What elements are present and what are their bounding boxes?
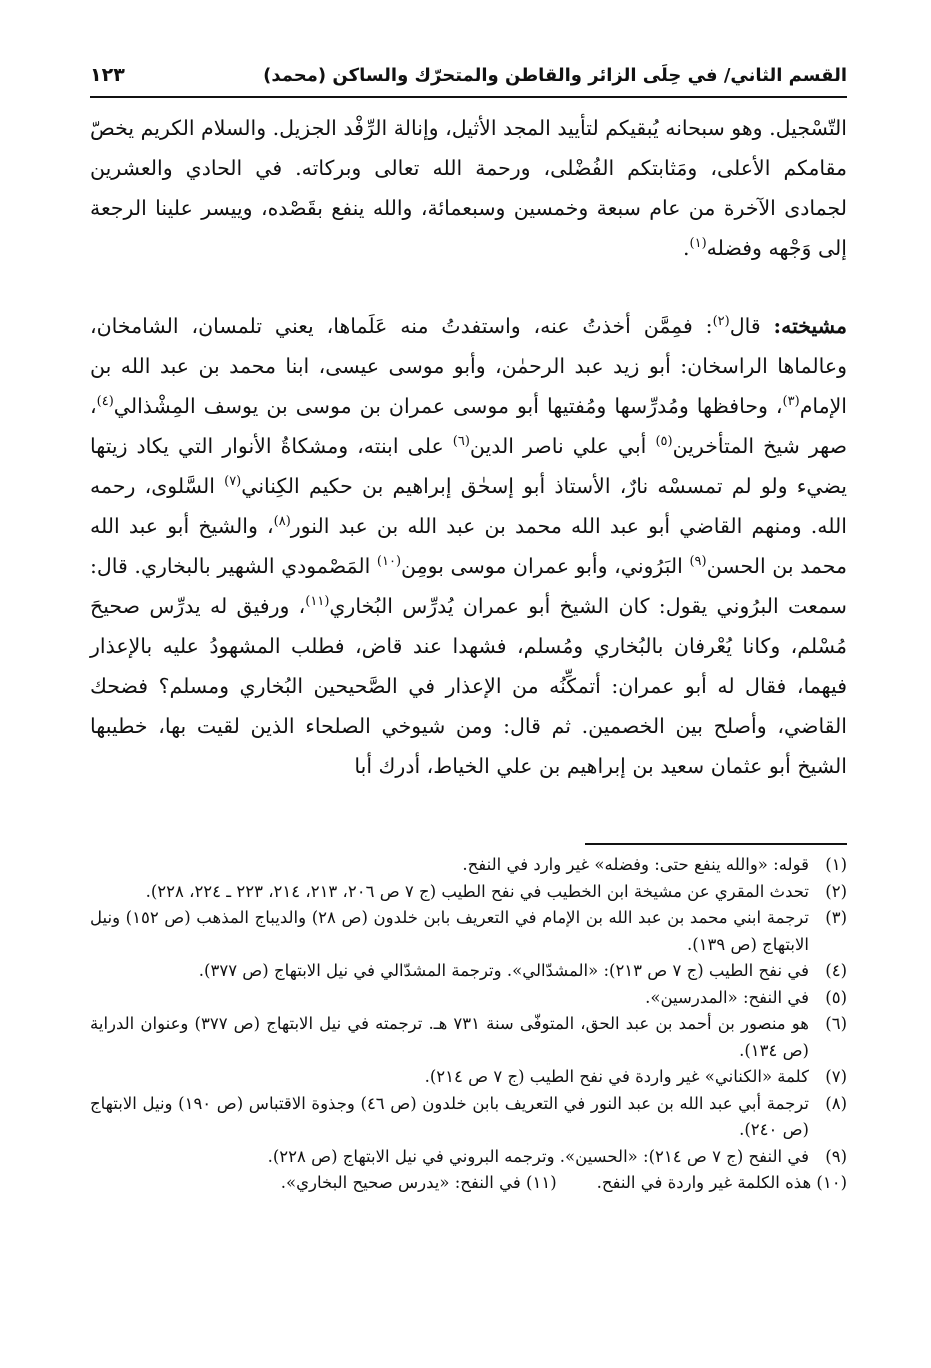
footnote-ref-2[interactable]: (٢) [712, 314, 730, 330]
footnote-8 [90, 1091, 847, 1144]
footnote-text: قوله: «والله ينفع حتى: وفضله» غير وارد في النفح. [462, 855, 809, 874]
footnote-text: في النفح (ج ٧ ص ٢١٤): «الحسين». وترجمه البروني في نيل الابتهاج (ص ٢٢٨). [267, 1146, 809, 1166]
paragraph-text: السَّلوى، رحمه الله. ومنهم القاضي أبو عبد الله محمد بن عبد الله بن عبد النور [90, 474, 847, 538]
running-head-title: القسم الثاني/ في حِلَى الزائر والقاطن والمتحرّك والساكن (محمد) [263, 64, 847, 86]
footnote-rule [585, 843, 847, 845]
footnote-number: (٥) [825, 987, 847, 1007]
footnote-11 [281, 1170, 557, 1197]
footnote-number: (٦) [825, 1014, 847, 1033]
footnote-number: (١٠) [816, 1173, 847, 1192]
footnote-5 [90, 985, 847, 1012]
footnote-ref-10[interactable]: (١٠) [376, 554, 402, 570]
paragraph-text: المَصْمودي الشهير بالبخاري. قال: سمعت البرُوني يقول: كان الشيخ أبو عمران يُدرِّس البُخاري [90, 554, 847, 618]
paragraph-text: ، ورفيق له يدرِّس صحيحَ مُسْلم، وكانا يُعْرفان بالبُخاري ومُسلم، فشهدا عند قاض، فطلب المشهودُ عليه بالإعذار فيهما، فقال له أبو عمران: أتمكِّنُه من الإعذار في الصَّحيحين البُخاري ومسلم؟ فضحك القاضي، وأصلح بين الخصمين. ثم قال: ومن شيوخي الصلحاء الذين لقيت بها، خطيبها الشيخ أبو عثمان سعيد بن إبراهيم بن علي الخياط، أدرك أبا [90, 594, 847, 778]
footnote-text: كلمة «الكناني» غير واردة في نفح الطيب (ج ٧ ص ٢١٤). [424, 1067, 809, 1086]
footnote-text: ترجمة أبي عبد الله بن عبد النور في التعريف بابن خلدون (ص ٤٦) وجذوة الاقتباس (ص ١٩٠) ونيل الابتهاج (ص ٢٤٠). [90, 1093, 809, 1139]
footnote-10 [597, 1170, 847, 1197]
footnote-1 [90, 852, 847, 879]
footnote-text: في النفح: «يدرس صحيح البخاري». [280, 1173, 521, 1192]
footnote-ref-8[interactable]: (٨) [273, 514, 291, 530]
footnote-text: ترجمة ابني محمد بن عبد الله بن الإمام في التعريف بابن خلدون (ص ٢٨) والديباج المذهب (ص ١٥٢) ونيل الابتهاج (ص ١٣٩). [90, 908, 809, 954]
running-head [90, 58, 847, 92]
paragraph-text: قال [729, 314, 774, 338]
footnote-number: (٢) [825, 881, 847, 901]
footnote-3 [90, 905, 847, 958]
footnote-text: في النفح: «المدرسين». [645, 987, 809, 1007]
footnote-ref-4[interactable]: (٤) [96, 394, 114, 410]
paragraph-text: البَرُوني، وأبو عمران موسى بومِن [401, 554, 690, 578]
paragraph-text: ، والشيخ أبو عبد الله محمد بن الحسن [90, 514, 847, 578]
main-text [90, 108, 847, 786]
footnote-text: هو منصور بن أحمد بن عبد الحق، المتوفّى سنة ٧٣١ هـ. ترجمته في نيل الابتهاج (ص ٣٧٧) وعنوان الدراية (ص ١٣٤). [90, 1014, 809, 1060]
paragraph-text: التّسْجيل. وهو سبحانه يُبقيكم لتأييد المجد الأثيل، وإنالة الرِّفْد الجزيل. والسلام الكريم يخصّ مقامكم الأعلى، ومَثابتكم الفُضْلى، ورحمة الله تعالى وبركاته. في الحادي والعشرين لجمادى الآخرة من عام سبعة وخمسين وسبعمائة، والله ينفع بقَصْده، وييسر علينا الرجعة إلى وَجْهه وفضله [90, 116, 847, 260]
footnote-6 [90, 1011, 847, 1064]
footnote-text: في نفح الطيب (ج ٧ ص ٢١٣): «المشدّالي». وترجمة المشدّالي في نيل الابتهاج (ص ٣٧٧). [198, 961, 809, 980]
paragraph-mashyakha [90, 306, 847, 786]
footnotes [90, 852, 847, 1197]
header-rule [90, 96, 847, 98]
footnote-2 [90, 879, 847, 906]
footnote-ref-3[interactable]: (٣) [782, 394, 800, 410]
footnote-text: هذه الكلمة غير واردة في النفح. [596, 1173, 812, 1192]
footnote-ref-11[interactable]: (١١) [305, 594, 330, 610]
footnote-number: (٧) [825, 1067, 847, 1086]
footnote-ref-6[interactable]: (٦) [452, 434, 470, 450]
footnote-pair-10-11 [90, 1170, 847, 1197]
footnote-number: (٣) [825, 908, 847, 927]
paragraph-text: أبي علي ناصر الدين [469, 434, 656, 458]
paragraph-letter-closing [90, 108, 847, 268]
page-number: ١٢٣ [90, 64, 125, 86]
footnote-text: تحدث المقري عن مشيخة ابن الخطيب في نفح الطيب (ج ٧ ص ٢٠٦، ٢١٣، ٢١٤، ٢٢٣ ـ ٢٢٤، ٢٢٨). [145, 881, 809, 901]
paragraph-gap [90, 268, 847, 306]
section-heading: مشيخته: [773, 314, 847, 338]
footnote-number: (٨) [825, 1093, 847, 1113]
footnote-ref-1[interactable]: (١) [689, 236, 707, 252]
paragraph-text: ، صهر شيخ المتأخرين [90, 394, 847, 458]
paragraph-text: ، وحافظها ومُدرِّسها ومُفتيها أبو موسى عمران بن موسى بن يوسف المِشْذالي [113, 394, 783, 418]
footnote-4 [90, 958, 847, 985]
paragraph-end: . [683, 236, 690, 260]
footnote-number: (١١) [526, 1173, 557, 1192]
footnote-ref-7[interactable]: (٧) [224, 474, 242, 490]
paragraph-text: : فمِمَّن أخذتُ عنه، واستفدتُ منه عَلَماها، يعني تلمسان، الشامخان، وعالماها الراسخان: أبو زيد عبد الرحمٰن، وأبو موسى عيسى، ابنا محمد بن عبد الله بن الإمام [90, 314, 847, 418]
footnote-7 [90, 1064, 847, 1091]
footnote-number: (١) [825, 855, 847, 874]
footnote-number: (٩) [825, 1146, 847, 1166]
footnote-ref-9[interactable]: (٩) [689, 554, 707, 570]
footnote-number: (٤) [825, 961, 847, 980]
paragraph-text: على ابنته، ومشكاةُ الأنوار التي يكاد زيتها يضيء ولو لم تمسسْه نارٌ، الأستاذ أبو إسحٰق إبراهيم بن حكيم الكِناني [90, 434, 847, 498]
footnote-9 [90, 1144, 847, 1171]
footnote-ref-5[interactable]: (٥) [655, 434, 673, 450]
